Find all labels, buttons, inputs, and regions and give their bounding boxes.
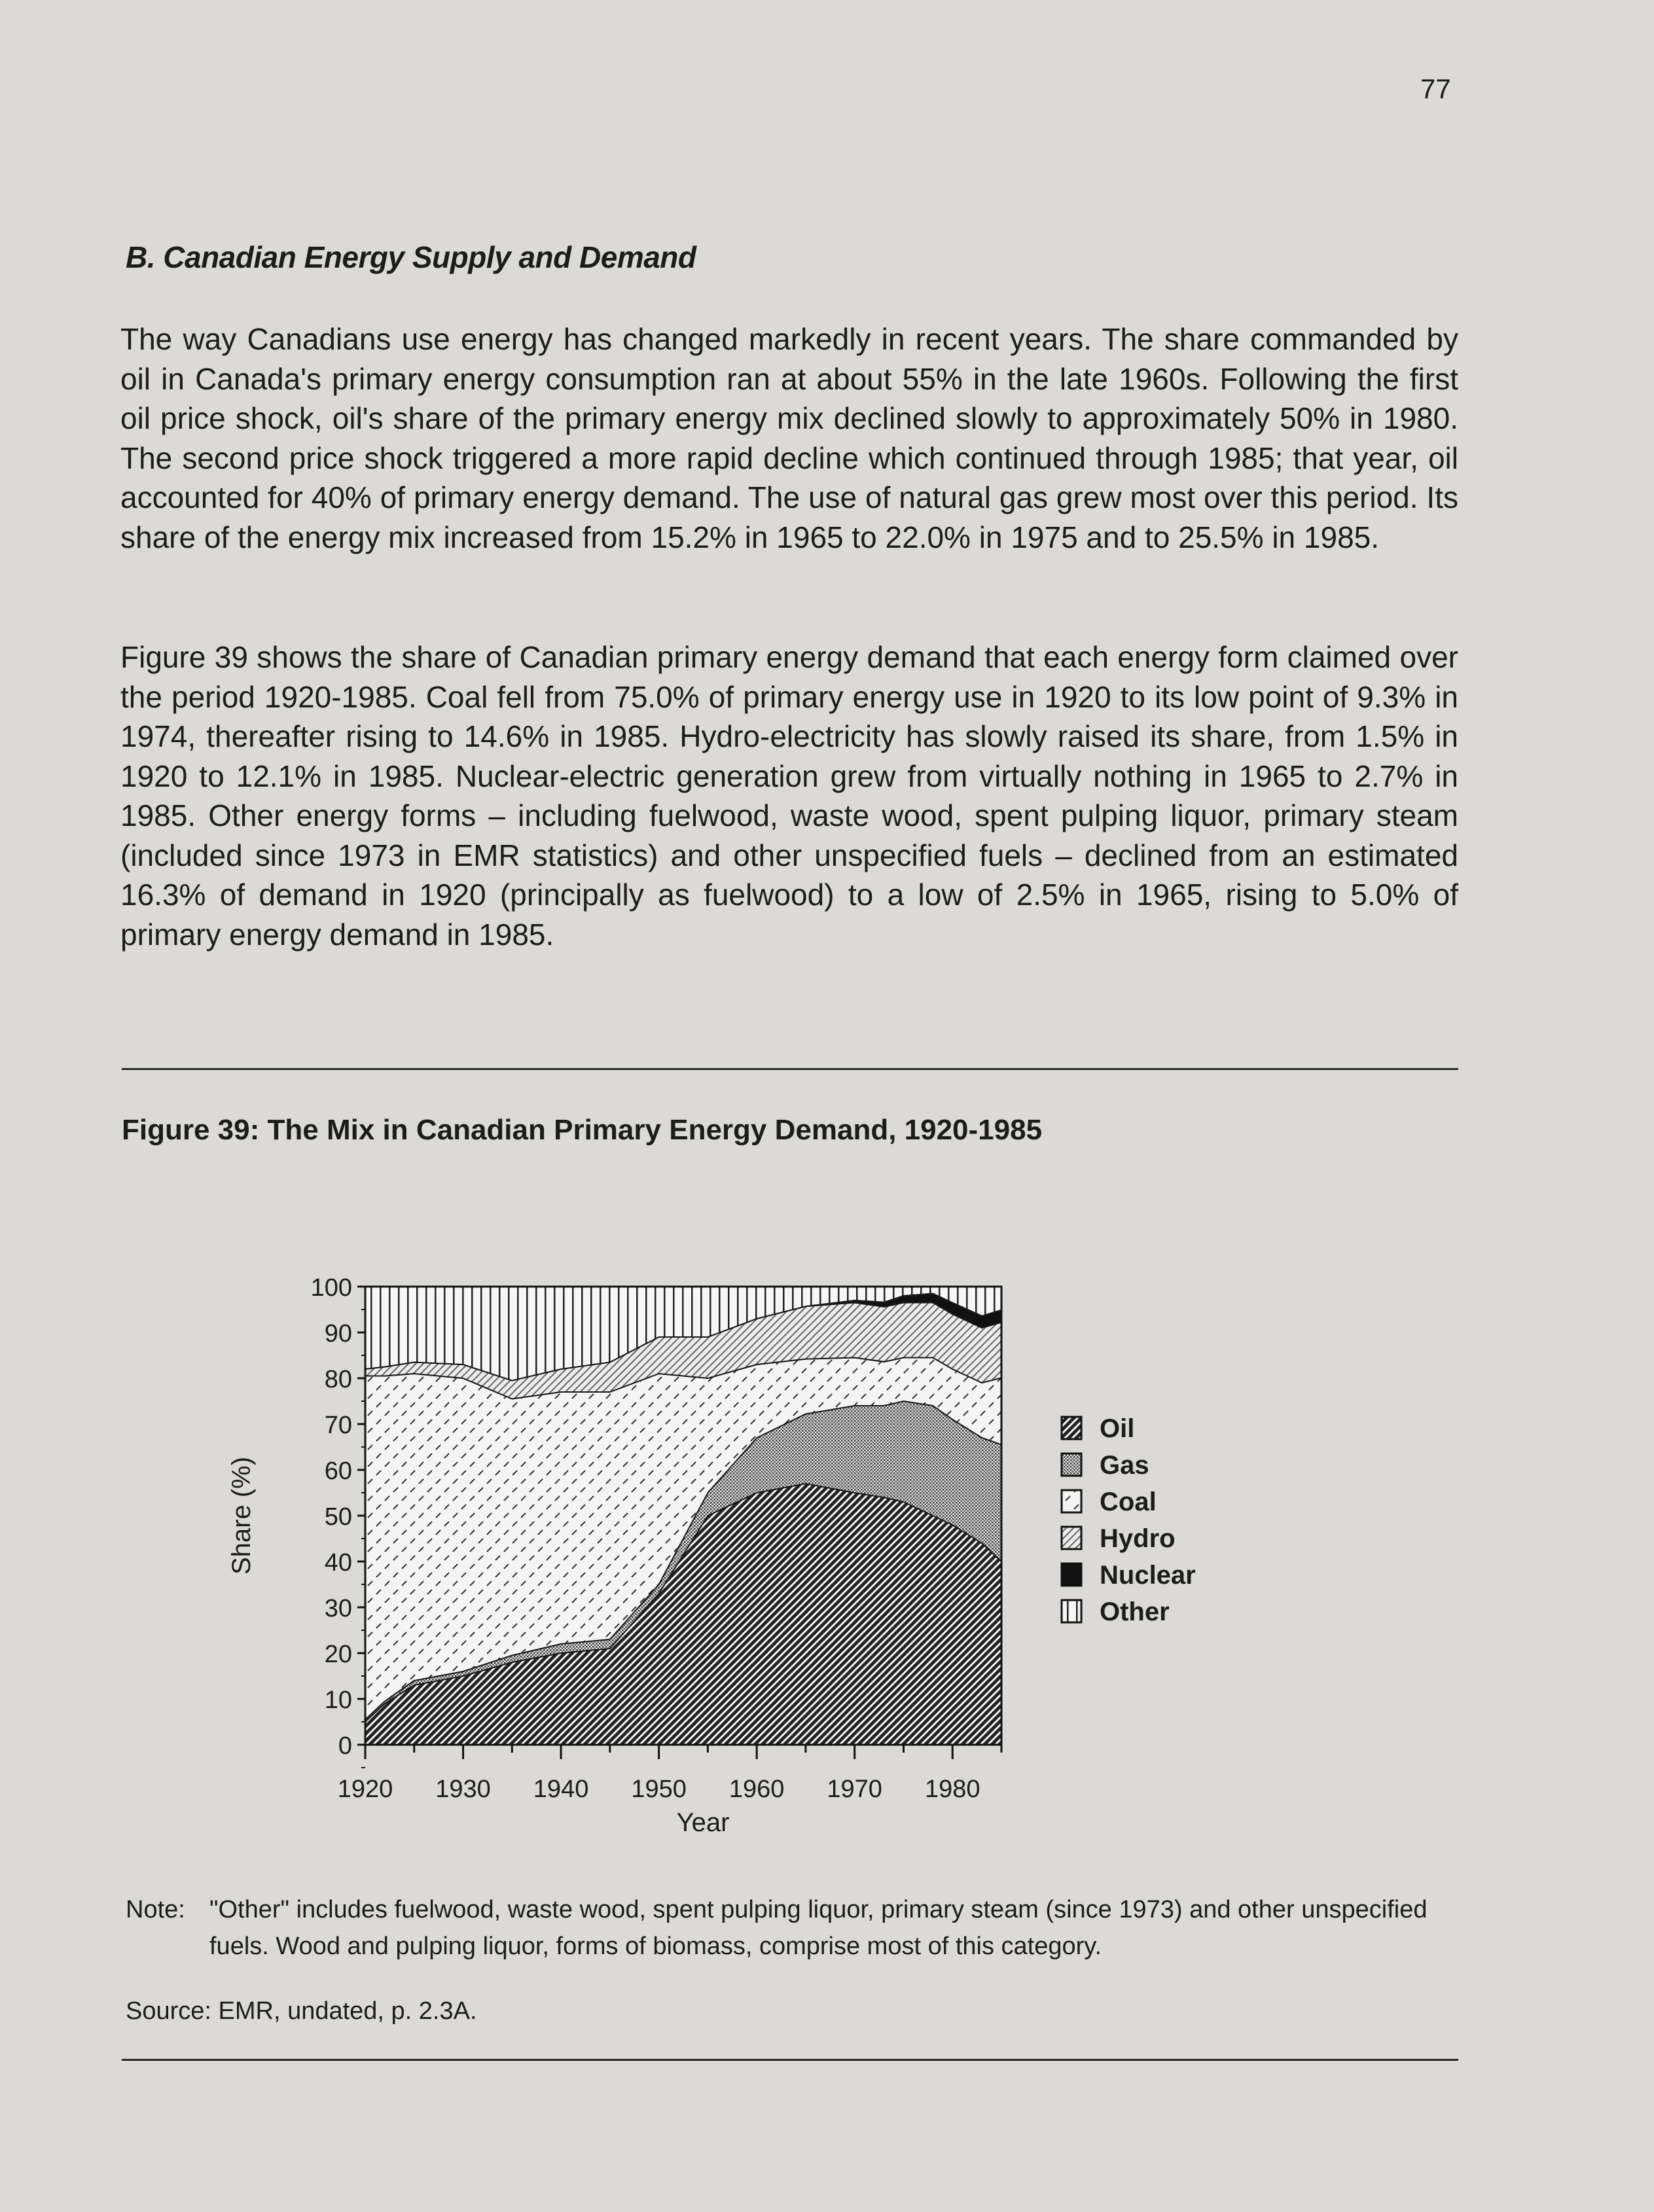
figure-title: Figure 39: The Mix in Canadian Primary Energy Demand, 1920-1985 — [122, 1114, 1043, 1146]
page-number: 77 — [1420, 73, 1451, 104]
legend-swatch-nuclear — [1062, 1563, 1081, 1586]
x-tick-label: 1920 — [337, 1775, 393, 1803]
legend-label-oil: Oil — [1100, 1414, 1135, 1443]
x-tick-label: 1980 — [924, 1775, 980, 1803]
y-tick-label: 70 — [324, 1412, 352, 1439]
legend-swatch-oil — [1062, 1417, 1081, 1439]
y-tick-label: 20 — [324, 1641, 352, 1668]
legend-swatch-other — [1062, 1600, 1081, 1622]
y-tick-label: 60 — [324, 1457, 352, 1485]
paragraph-1: The way Canadians use energy has changed markedly in recent years. The share commanded by oil in Canada's primary energy consumption ran at about 55% in the late 1960s. Following the first oil price shock, oil's share of the primary energy mix declined slowly to approximately 50% in 1980. The second price shock triggered a more rapid decline which continued through 1985; that year, oil accounted for 40% of primary energy demand. The use of natural gas grew most over this period. Its share of the energy mix increased from 15.2% in 1965 to 22.0% in 1975 and to 25.5% in 1985. — [120, 322, 1458, 554]
y-axis-label: Share (%) — [227, 1456, 256, 1575]
note-text: "Other" includes fuelwood, waste wood, spent pulping liquor, primary steam (since 1973) and other unspecified fuels. Wood and pulping liquor, forms of biomass, comprise most of this category. — [209, 1896, 1428, 1960]
legend-swatch-coal — [1062, 1490, 1081, 1512]
x-tick-label: 1930 — [435, 1775, 491, 1803]
paragraph-2: Figure 39 shows the share of Canadian primary energy demand that each energy form claimed over the period 1920-1985. Coal fell from 75.0% of primary energy use in 1920 to its low point of 9.3% in 1974, thereafter rising to 14.6% in 1985. Hydro-electricity has slowly raised its share, from 1.5% in 1920 to 12.1% in 1985. Nuclear-electric generation grew from virtually nothing in 1965 to 2.7% in 1985. Other energy forms – including fuelwood, waste wood, spent pulping liquor, primary steam (included since 1973 in EMR statistics) and other unspecified fuels – declined from an estimated 16.3% of demand in 1920 (principally as fuelwood) to a low of 2.5% in 1965, rising to 5.0% of primary energy demand in 1985. — [120, 640, 1458, 952]
legend-label-other: Other — [1100, 1597, 1170, 1626]
x-tick-label: 1940 — [533, 1775, 589, 1803]
y-tick-label: 30 — [324, 1595, 352, 1622]
top-divider — [122, 1068, 1458, 1070]
section-heading: B. Canadian Energy Supply and Demand — [126, 240, 696, 274]
legend-swatch-hydro — [1062, 1527, 1081, 1549]
x-axis-label: Year — [676, 1808, 730, 1837]
legend-label-coal: Coal — [1100, 1488, 1157, 1516]
legend-label-gas: Gas — [1100, 1451, 1149, 1480]
energy-mix-chart — [196, 1257, 1427, 1846]
x-tick-label: 1970 — [827, 1775, 882, 1803]
figure-source: Source: EMR, undated, p. 2.3A. — [126, 1997, 477, 2025]
y-tick-label: 90 — [324, 1320, 352, 1347]
note-label: Note: — [126, 1896, 185, 1923]
legend-swatch-gas — [1062, 1454, 1081, 1476]
y-tick-label: 0 — [338, 1732, 352, 1760]
y-tick-label: 80 — [324, 1366, 352, 1393]
y-tick-label: 10 — [324, 1686, 352, 1714]
bottom-divider — [122, 2059, 1458, 2061]
legend-label-nuclear: Nuclear — [1100, 1561, 1196, 1590]
x-tick-label: 1960 — [728, 1775, 785, 1803]
legend-label-hydro: Hydro — [1100, 1524, 1176, 1553]
y-tick-label: 100 — [310, 1274, 352, 1302]
y-tick-label: 50 — [324, 1503, 352, 1531]
y-tick-label: 40 — [324, 1549, 352, 1577]
x-tick-label: 1950 — [631, 1775, 687, 1803]
